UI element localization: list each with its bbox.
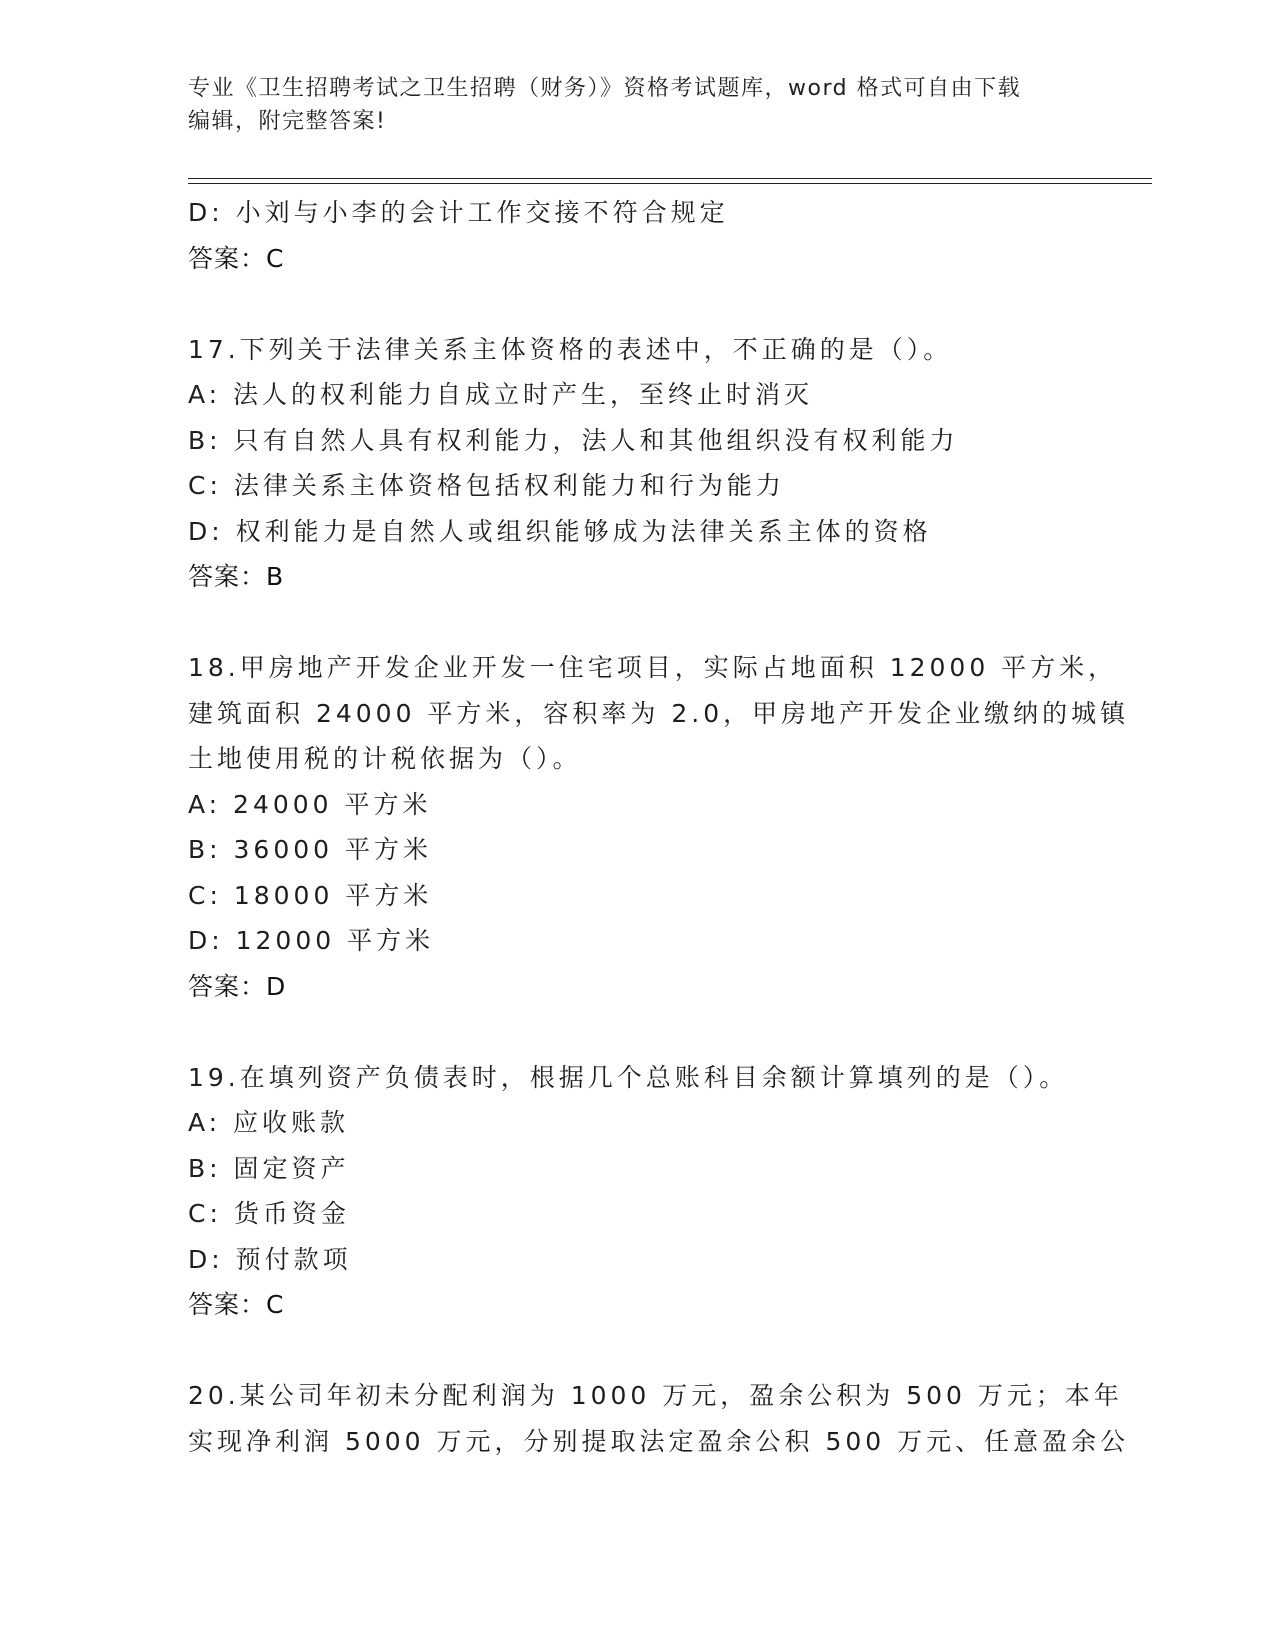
q17-option-c: C: 法律关系主体资格包括权利能力和行为能力 (188, 471, 785, 500)
q17-option-a: A: 法人的权利能力自成立时产生，至终止时消灭 (188, 380, 814, 409)
q19-option-d: D: 预付款项 (188, 1244, 352, 1274)
q17-option-d: D: 权利能力是自然人或组织能够成为法律关系主体的资格 (188, 516, 932, 546)
q18-option-b: B: 36000 平方米 (188, 835, 432, 864)
page-header (188, 72, 1068, 138)
spacer (188, 600, 1088, 646)
q17-answer: 答案：B (188, 562, 285, 591)
q19-option-c: C: 货币资金 (188, 1199, 350, 1228)
q18-stem-line-3: 土地使用税的计税依据为（）。 (188, 744, 582, 773)
question-content (188, 190, 1130, 1464)
q18-stem-line-2: 建筑面积 24000 平方米，容积率为 2.0，甲房地产开发企业缴纳的城镇 (188, 698, 1130, 728)
q19-answer: 答案：C (188, 1290, 285, 1319)
header-line-1: 专业《卫生招聘考试之卫生招聘（财务）》资格考试题库，word 格式可自由下载 (188, 76, 1022, 101)
spacer (188, 281, 1088, 327)
q18-stem-line-1: 18.甲房地产开发企业开发一住宅项目，实际占地面积 12000 平方米， (188, 653, 1118, 682)
spacer (188, 1328, 1088, 1374)
header-divider-bottom (188, 183, 1152, 184)
prev-answer: 答案：C (188, 243, 285, 273)
q20-stem-line-1: 20.某公司年初未分配利润为 1000 万元，盈余公积为 500 万元；本年 (188, 1381, 1123, 1410)
q18-option-a: A: 24000 平方米 (188, 789, 432, 819)
q19-stem: 19.在填列资产负债表时，根据几个总账科目余额计算填列的是（）。 (188, 1062, 1069, 1092)
q19-option-a: A: 应收账款 (188, 1108, 350, 1137)
spacer (188, 1009, 1088, 1055)
q19-option-b: B: 固定资产 (188, 1153, 350, 1183)
q18-option-d: D: 12000 平方米 (188, 926, 435, 955)
q18-option-c: C: 18000 平方米 (188, 880, 433, 910)
q20-stem-line-2: 实现净利润 5000 万元，分别提取法定盈余公积 500 万元、任意盈余公 (188, 1426, 1130, 1456)
header-divider-top (188, 178, 1152, 179)
q18-answer: 答案：D (188, 971, 287, 1001)
q17-option-b: B: 只有自然人具有权利能力，法人和其他组织没有权利能力 (188, 425, 959, 455)
header-line-2: 编辑，附完整答案! (188, 109, 387, 134)
prev-option-d: D: 小刘与小李的会计工作交接不符合规定 (188, 198, 729, 227)
q17-stem: 17.下列关于法律关系主体资格的表述中，不正确的是（）。 (188, 334, 953, 364)
